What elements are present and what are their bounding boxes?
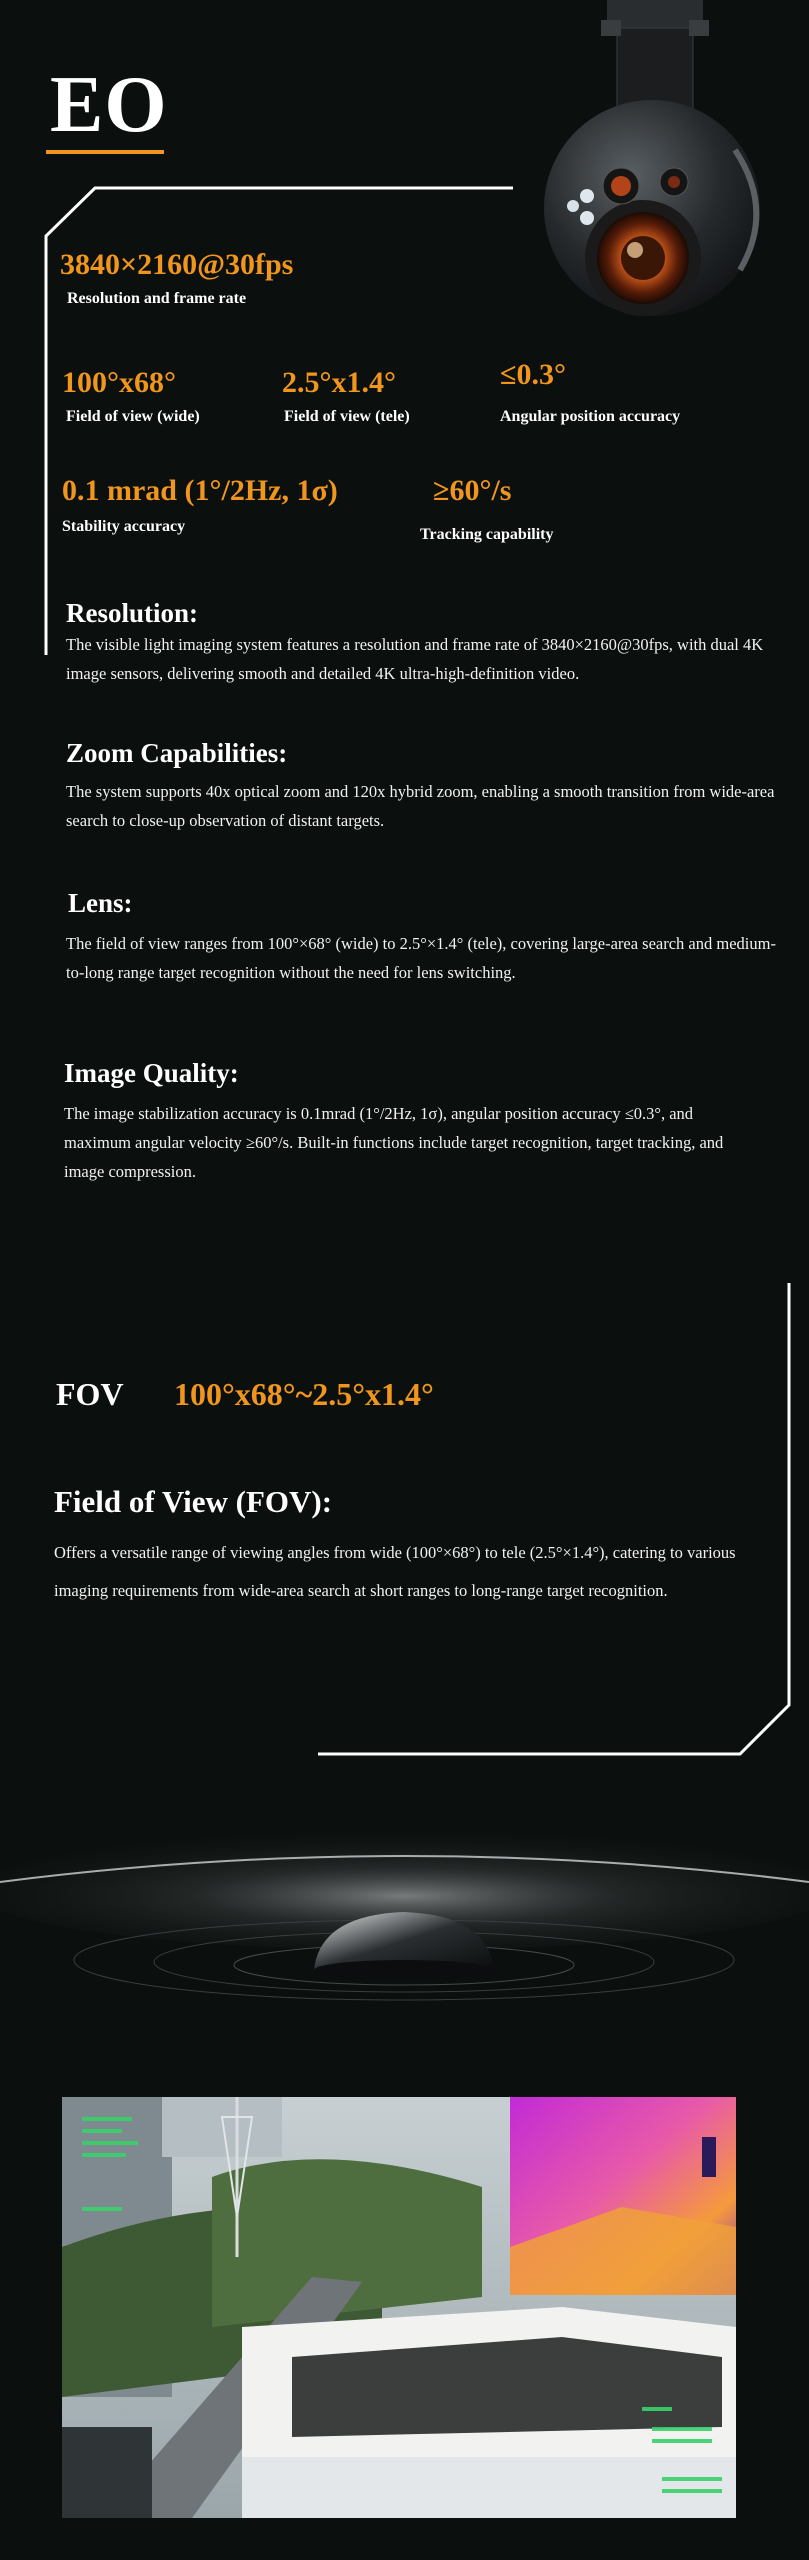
fov-text: Offers a versatile range of viewing angles from wide (100°×68°) to tele (2.5°×1.4°), catering to various imaging requirements from wide-area search at short ranges to long-range target recognition. xyxy=(54,1543,736,1600)
dome-icon xyxy=(0,1770,809,2030)
section-text-resolution: The visible light imaging system features a resolution and frame rate of 3840×2160@30fps, with dual 4K image sensors, delivering smooth and detailed 4K ultra-high-definition video. xyxy=(66,635,764,683)
bottom-right-frame xyxy=(318,1283,789,1754)
spec-label-resolution: Resolution and frame rate xyxy=(67,290,247,307)
spec-value-resolution: 3840×2160@30fps xyxy=(60,248,294,281)
spec-value-stability: 0.1 mrad (1°/2Hz, 1σ) xyxy=(62,474,338,507)
spec-label-fov-wide: Field of view (wide) xyxy=(66,408,200,425)
spec-label-stability: Stability accuracy xyxy=(62,518,186,535)
thermal-overlay-photo xyxy=(62,2097,736,2518)
section-heading-resolution: Resolution: xyxy=(66,598,199,628)
eo-title: EO xyxy=(50,61,168,149)
section-text-image-quality: The image stabilization accuracy is 0.1mrad (1°/2Hz, 1σ), angular position accuracy ≤0.3°, and maximum angular velocity ≥60°/s. Built-in functions include target recognition, target tracking, and image compression. xyxy=(64,1104,724,1181)
gimbal-camera-icon xyxy=(525,0,785,330)
spec-label-fov-tele: Field of view (tele) xyxy=(284,408,410,425)
section-heading-image-quality: Image Quality: xyxy=(64,1058,239,1088)
fov-label: FOV xyxy=(56,1376,124,1412)
spec-label-angular-accuracy: Angular position accuracy xyxy=(500,408,681,425)
spec-value-angular-accuracy: ≤0.3° xyxy=(500,358,566,391)
fov-value: 100°x68°~2.5°x1.4° xyxy=(174,1376,434,1412)
spec-value-fov-wide: 100°x68° xyxy=(62,366,176,399)
section-heading-lens: Lens: xyxy=(68,888,133,918)
eo-title-underline xyxy=(46,150,164,154)
section-text-lens: The field of view ranges from 100°×68° (wide) to 2.5°×1.4° (tele), covering large-area search and medium-to-long range target recognition without the need for lens switching. xyxy=(66,934,776,982)
spec-label-tracking: Tracking capability xyxy=(420,526,554,543)
section-text-zoom: The system supports 40x optical zoom and 120x hybrid zoom, enabling a smooth transition from wide-area search to close-up observation of distant targets. xyxy=(66,782,775,830)
fov-heading: Field of View (FOV): xyxy=(54,1484,333,1519)
section-heading-zoom: Zoom Capabilities: xyxy=(66,738,288,768)
spec-value-tracking: ≥60°/s xyxy=(433,474,512,507)
spec-value-fov-tele: 2.5°x1.4° xyxy=(282,366,396,399)
